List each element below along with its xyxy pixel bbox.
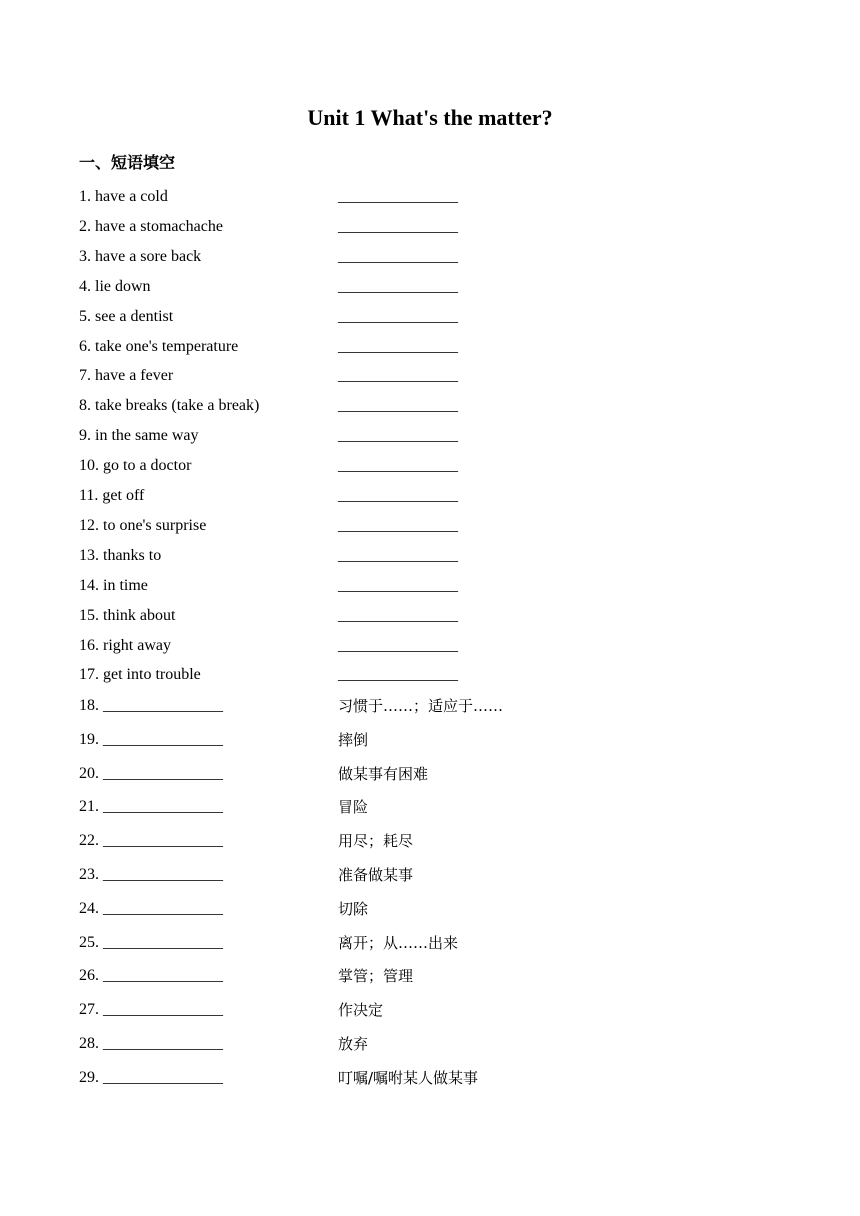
exercise-row — [0, 454, 860, 478]
english-phrase: 5. see a dentist — [79, 307, 174, 325]
exercise-row — [0, 897, 860, 921]
answer-blank[interactable]: _______________ — [338, 487, 458, 504]
answer-blank[interactable]: _______________ — [103, 798, 223, 816]
exercise-row — [0, 364, 860, 388]
english-phrase: 16. right away — [79, 636, 171, 654]
exercise-row — [0, 335, 860, 359]
answer-blank[interactable]: _______________ — [338, 636, 458, 654]
chinese-meaning: 放弃 — [338, 1035, 369, 1053]
chinese-meaning: 摔倒 — [338, 730, 369, 749]
chinese-meaning: 冒险 — [338, 798, 369, 817]
exercise-row — [0, 424, 860, 448]
answer-blank[interactable]: _______________ — [338, 277, 458, 295]
answer-blank[interactable]: _______________ — [103, 1068, 223, 1086]
exercise-row — [0, 964, 860, 988]
answer-blank[interactable]: _______________ — [103, 967, 223, 985]
english-phrase: 1. have a cold — [79, 188, 168, 205]
item-number: 19. — [79, 730, 99, 748]
numbered-blank — [79, 998, 223, 1022]
answer-blank[interactable]: _______________ — [103, 730, 223, 748]
exercise-row — [0, 604, 860, 628]
numbered-blank — [79, 964, 223, 988]
chinese-meaning: 习惯于……；适应于…… — [338, 697, 504, 715]
english-phrase: 14. in time — [79, 576, 148, 594]
english-phrase: 8. take breaks (take a break) — [79, 397, 260, 415]
answer-blank[interactable]: _______________ — [338, 516, 458, 534]
page-title: Unit 1 What's the matter? — [307, 105, 553, 130]
chinese-meaning: 做某事有困难 — [338, 764, 429, 783]
exercise-row — [0, 795, 860, 819]
exercise-row — [0, 1066, 860, 1090]
exercise-row — [0, 544, 860, 568]
answer-blank[interactable]: _______________ — [338, 457, 458, 475]
english-phrase: 15. think about — [79, 606, 176, 624]
english-phrase: 11. get off — [79, 487, 145, 504]
exercise-row — [0, 762, 860, 786]
answer-blank[interactable]: _______________ — [103, 933, 223, 951]
english-phrase: 12. to one's surprise — [79, 516, 207, 534]
english-phrase: 7. have a fever — [79, 367, 174, 385]
answer-blank[interactable]: _______________ — [338, 576, 458, 594]
exercise-row — [0, 514, 860, 538]
answer-blank[interactable]: _______________ — [338, 546, 458, 564]
answer-blank[interactable]: _______________ — [338, 217, 458, 235]
numbered-blank — [79, 897, 223, 921]
chinese-meaning: 准备做某事 — [338, 866, 414, 884]
item-number: 21. — [79, 798, 99, 816]
chinese-meaning: 用尽；耗尽 — [338, 832, 414, 851]
english-phrase: 17. get into trouble — [79, 666, 201, 684]
exercise-row — [0, 863, 860, 887]
chinese-meaning: 作决定 — [338, 1001, 384, 1020]
exercise-row — [0, 245, 860, 269]
numbered-blank — [79, 829, 223, 853]
item-number: 24. — [79, 899, 99, 917]
exercise-row — [0, 275, 860, 299]
item-number: 22. — [79, 832, 99, 850]
numbered-blank — [79, 795, 223, 819]
exercise-row — [0, 215, 860, 239]
chinese-meaning: 离开；从……出来 — [338, 933, 459, 952]
exercise-row — [0, 394, 860, 418]
exercise-row — [0, 998, 860, 1022]
exercise-row — [0, 634, 860, 658]
chinese-meaning: 叮嘱/嘱咐某人做某事 — [338, 1068, 479, 1087]
exercise-row — [0, 484, 860, 508]
answer-blank[interactable]: _______________ — [338, 427, 458, 445]
exercise-row — [0, 305, 860, 329]
item-number: 18. — [79, 697, 99, 714]
answer-blank[interactable]: _______________ — [103, 764, 223, 782]
exercise-row — [0, 1032, 860, 1056]
exercise-row — [0, 694, 860, 718]
english-phrase: 13. thanks to — [79, 546, 162, 564]
answer-blank[interactable]: _______________ — [103, 832, 223, 850]
answer-blank[interactable]: _______________ — [338, 397, 458, 415]
numbered-blank — [79, 863, 223, 887]
exercise-row — [0, 185, 860, 209]
item-number: 27. — [79, 1001, 99, 1019]
answer-blank[interactable]: _______________ — [338, 606, 458, 624]
english-phrase: 4. lie down — [79, 277, 151, 295]
exercise-row — [0, 574, 860, 598]
english-phrase: 9. in the same way — [79, 427, 199, 445]
english-phrase: 6. take one's temperature — [79, 337, 239, 355]
exercise-row — [0, 829, 860, 853]
chinese-meaning: 掌管；管理 — [338, 967, 414, 986]
answer-blank[interactable]: _______________ — [338, 188, 458, 205]
answer-blank[interactable]: _______________ — [338, 337, 458, 355]
item-number: 25. — [79, 933, 99, 951]
answer-blank[interactable]: _______________ — [103, 866, 223, 883]
numbered-blank — [79, 728, 223, 752]
answer-blank[interactable]: _______________ — [338, 367, 458, 385]
answer-blank[interactable]: _______________ — [103, 1001, 223, 1019]
answer-blank[interactable]: _______________ — [103, 1035, 223, 1052]
numbered-blank — [79, 762, 223, 786]
answer-blank[interactable]: _______________ — [103, 899, 223, 917]
english-phrase: 3. have a sore back — [79, 247, 202, 265]
english-phrase: 2. have a stomachache — [79, 217, 223, 235]
numbered-blank — [79, 1032, 223, 1056]
numbered-blank — [79, 1066, 223, 1090]
exercise-row — [0, 931, 860, 955]
answer-blank[interactable]: _______________ — [338, 307, 458, 325]
exercise-row — [0, 663, 860, 687]
item-number: 23. — [79, 866, 99, 883]
item-number: 20. — [79, 764, 99, 782]
numbered-blank — [79, 931, 223, 955]
answer-blank[interactable]: _______________ — [103, 697, 223, 714]
answer-blank[interactable]: _______________ — [338, 666, 458, 684]
english-phrase: 10. go to a doctor — [79, 457, 192, 475]
answer-blank[interactable]: _______________ — [338, 247, 458, 265]
item-number: 28. — [79, 1035, 99, 1052]
item-number: 26. — [79, 967, 99, 985]
section-heading: 一、短语填空 — [79, 153, 176, 172]
chinese-meaning: 切除 — [338, 899, 369, 918]
item-number: 29. — [79, 1068, 99, 1086]
numbered-blank — [79, 694, 223, 718]
exercise-row — [0, 728, 860, 752]
